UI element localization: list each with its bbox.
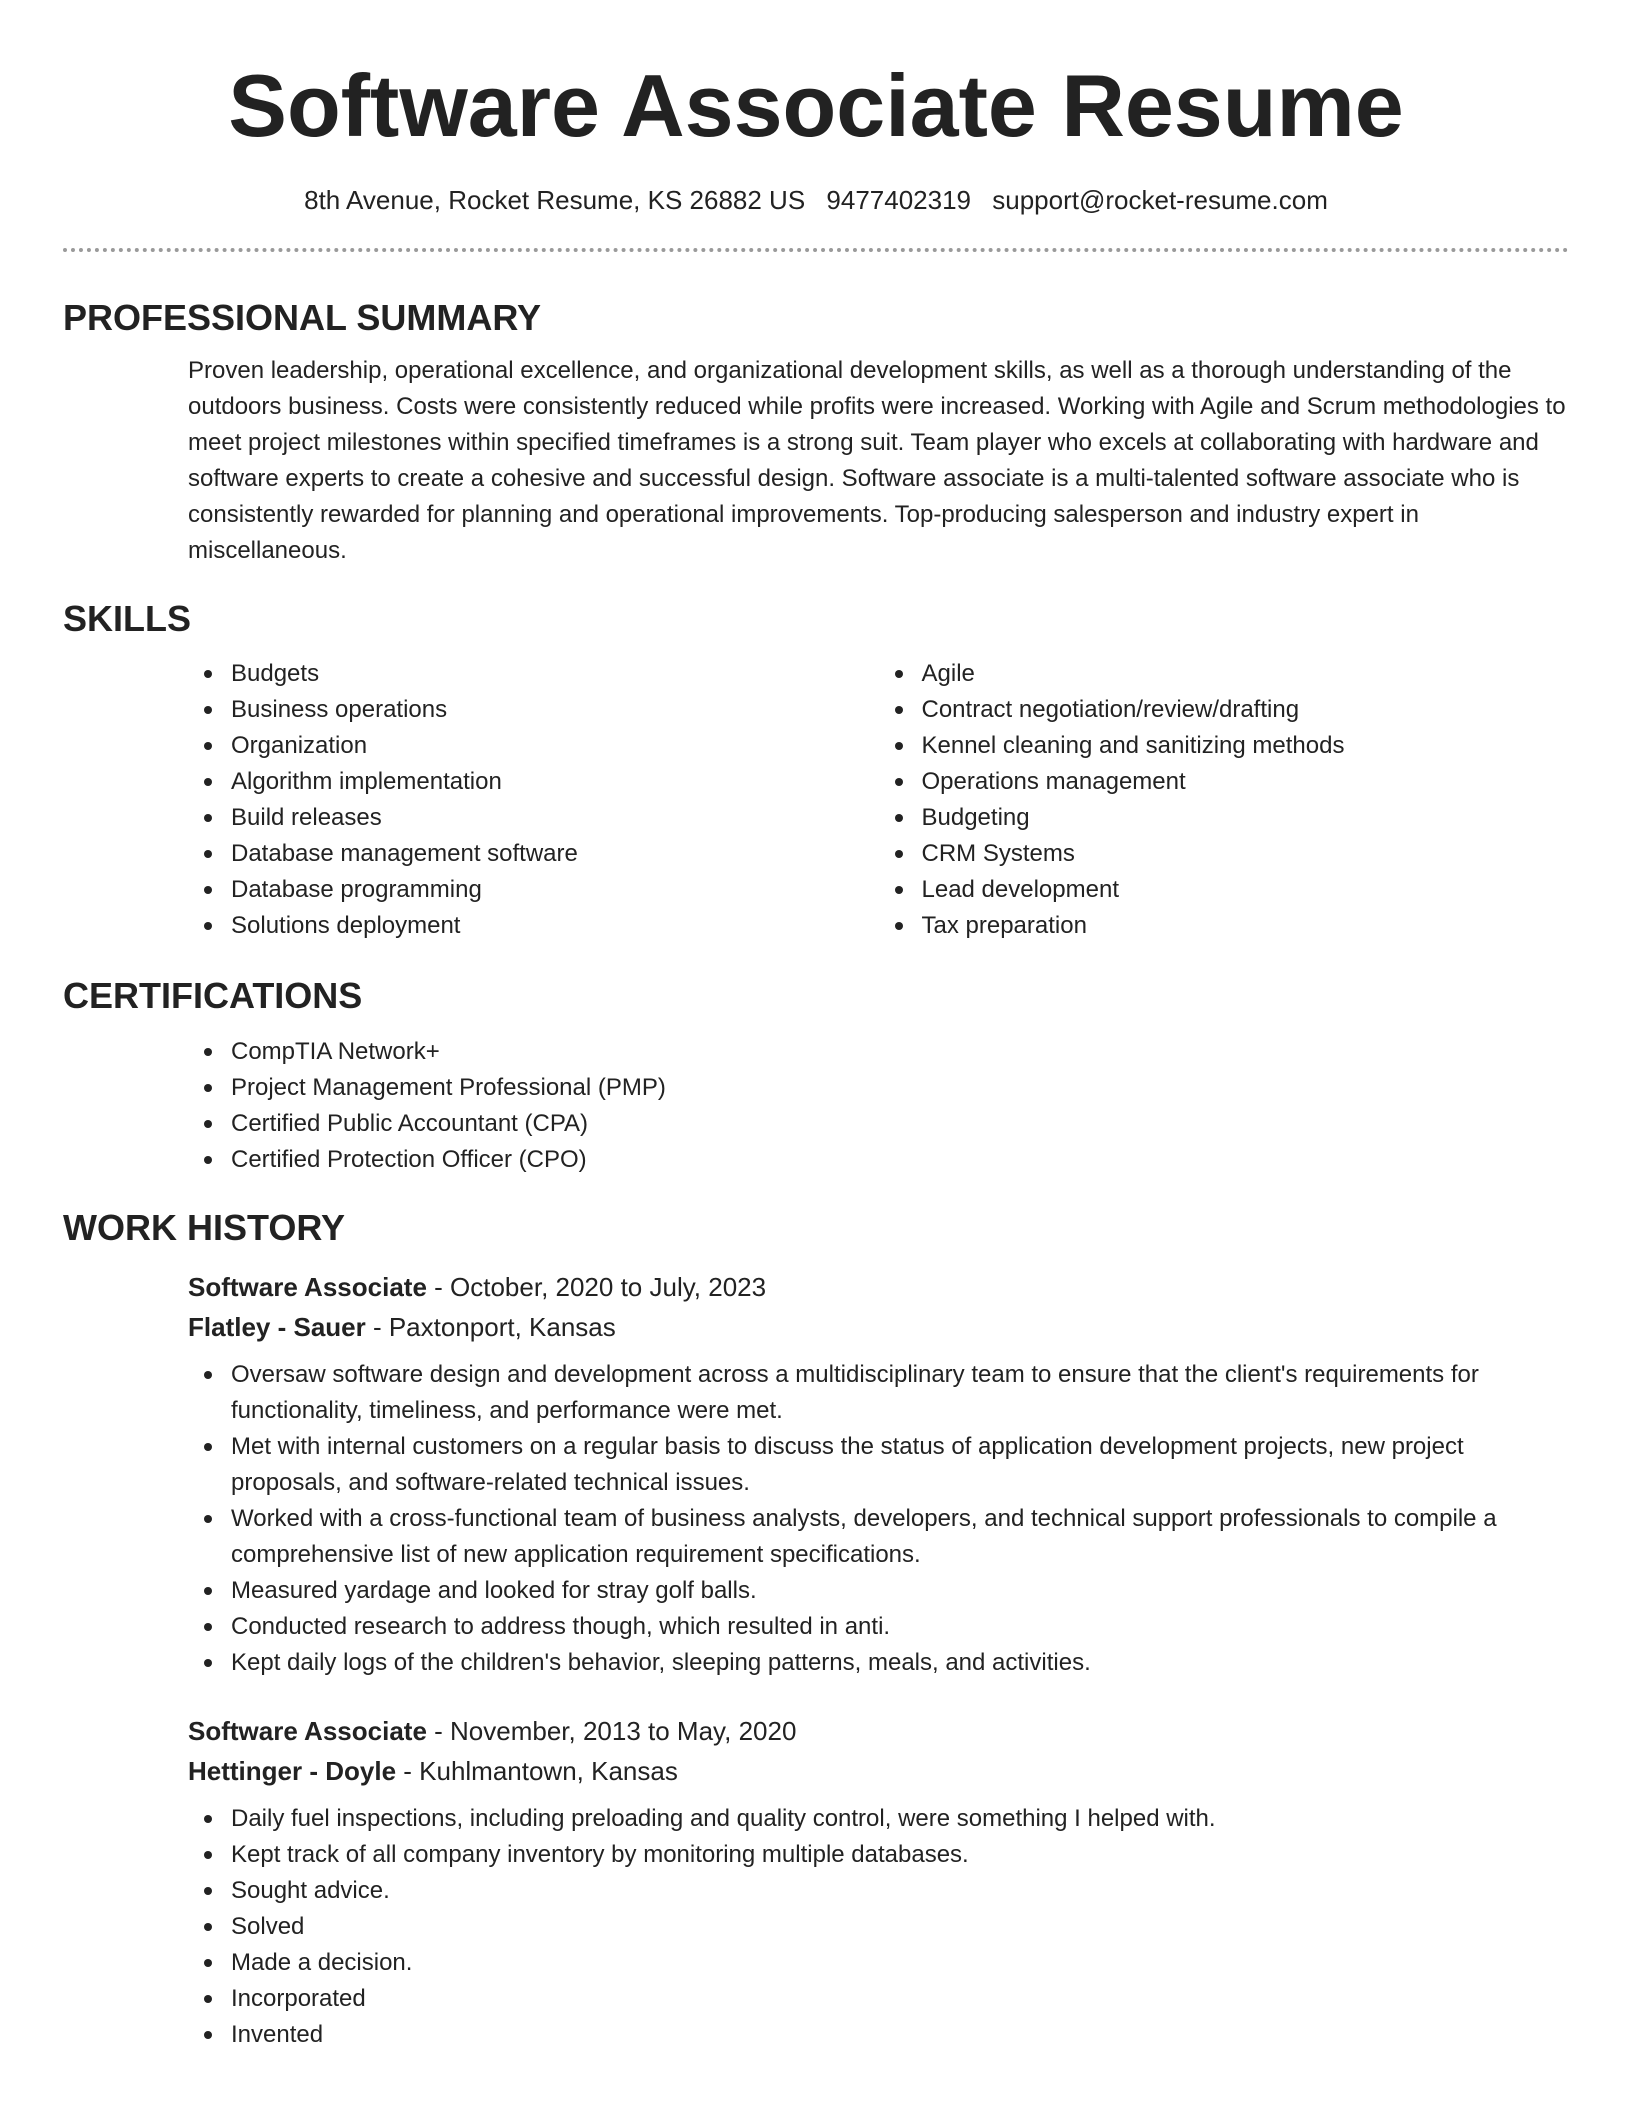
job-title-line: [188, 1711, 1569, 1751]
job-bullet: Conducted research to address though, which resulted in anti.: [188, 1609, 1569, 1645]
skill-item: Agile: [879, 656, 1570, 692]
header-divider: [63, 248, 1569, 252]
skill-item: Kennel cleaning and sanitizing methods: [879, 728, 1570, 764]
skill-item: Build releases: [188, 800, 879, 836]
skill-item: Contract negotiation/review/drafting: [879, 692, 1570, 728]
summary-heading: PROFESSIONAL SUMMARY: [63, 296, 542, 338]
job-company-line: [188, 1307, 1569, 1347]
skills-heading: SKILLS: [63, 598, 192, 640]
job-bullet: Incorporated: [188, 1981, 1569, 2017]
job-entry: [188, 1711, 1569, 2053]
certifications-body: [63, 1034, 1569, 1178]
skill-item: Algorithm implementation: [188, 764, 879, 800]
work-history-section: [63, 1206, 1569, 2053]
skill-item: Budgeting: [879, 800, 1570, 836]
job-company-line: [188, 1751, 1569, 1791]
skills-right-list: [879, 656, 1570, 944]
contact-address: 8th Avenue, Rocket Resume, KS 26882 US: [304, 184, 806, 215]
resume-header: [63, 0, 1569, 216]
certification-item: Certified Public Accountant (CPA): [188, 1106, 1569, 1142]
contact-line: [63, 185, 1569, 216]
skill-item: Database programming: [188, 872, 879, 908]
certifications-list: [188, 1034, 1569, 1178]
job-bullet: Made a decision.: [188, 1945, 1569, 1981]
job-company: Flatley - Sauer: [188, 1311, 366, 1342]
skills-left-list: [188, 656, 879, 944]
job-bullet: Kept track of all company inventory by monitoring multiple databases.: [188, 1837, 1569, 1873]
contact-email: support@rocket-resume.com: [992, 184, 1328, 215]
skill-item: CRM Systems: [879, 836, 1570, 872]
skill-item: Solutions deployment: [188, 908, 879, 944]
job-bullet: Solved: [188, 1909, 1569, 1945]
skill-item: Database management software: [188, 836, 879, 872]
job-bullet: Invented: [188, 2017, 1569, 2053]
job-role: Software Associate: [188, 1271, 427, 1302]
job-bullet: Daily fuel inspections, including preloading and quality control, were something I helped with.: [188, 1801, 1569, 1837]
job-bullet: Sought advice.: [188, 1873, 1569, 1909]
skill-item: Organization: [188, 728, 879, 764]
certification-item: Certified Protection Officer (CPO): [188, 1142, 1569, 1178]
skill-item: Tax preparation: [879, 908, 1570, 944]
job-bullet: Measured yardage and looked for stray golf balls.: [188, 1573, 1569, 1609]
work-history-body: [63, 1267, 1569, 2053]
job-bullets: [188, 1357, 1569, 1681]
job-dates: - October, 2020 to July, 2023: [426, 1271, 767, 1302]
certification-item: CompTIA Network+: [188, 1034, 1569, 1070]
skill-item: Business operations: [188, 692, 879, 728]
job-location: - Paxtonport, Kansas: [365, 1311, 616, 1342]
job-company: Hettinger - Doyle: [188, 1755, 397, 1786]
certifications-section: [63, 974, 1569, 1177]
contact-phone: 9477402319: [826, 184, 972, 215]
summary-text: Proven leadership, operational excellence, and organizational development skills, as well as a thorough understanding of the outdoors business. Costs were consistently reduced while profits were increased. Working with Agile and Scrum methodologies to meet project milestones within specified timeframes is a strong suit. Team player who excels at collaborating with hardware and software experts to create a cohesive and successful design. Software associate is a multi-talented software associate who is consistently rewarded for planning and operational improvements. Top-producing salesperson and industry expert in miscellaneous.: [188, 357, 1566, 565]
job-bullet: Kept daily logs of the children's behavior, sleeping patterns, meals, and activities.: [188, 1645, 1569, 1681]
summary-section: [63, 296, 1569, 569]
job-bullet: Worked with a cross-functional team of business analysts, developers, and technical support professionals to compile a comprehensive list of new application requirement specifications.: [188, 1501, 1569, 1573]
resume-title: Software Associate Resume: [228, 56, 1404, 155]
job-role: Software Associate: [188, 1715, 427, 1746]
certifications-heading: CERTIFICATIONS: [63, 975, 363, 1017]
job-bullet: Met with internal customers on a regular basis to discuss the status of application development projects, new project proposals, and software-related technical issues.: [188, 1429, 1569, 1501]
skills-section: [63, 597, 1569, 944]
skill-item: Budgets: [188, 656, 879, 692]
certification-item: Project Management Professional (PMP): [188, 1070, 1569, 1106]
work-history-heading: WORK HISTORY: [63, 1206, 346, 1248]
job-bullets: [188, 1801, 1569, 2053]
job-dates: - November, 2013 to May, 2020: [426, 1715, 797, 1746]
job-bullet: Oversaw software design and development across a multidisciplinary team to ensure that the client's requirements for functionality, timeliness, and performance were met.: [188, 1357, 1569, 1429]
skill-item: Operations management: [879, 764, 1570, 800]
job-entry: [188, 1267, 1569, 1681]
skill-item: Lead development: [879, 872, 1570, 908]
skills-grid: [63, 656, 1569, 944]
job-location: - Kuhlmantown, Kansas: [396, 1755, 678, 1786]
job-title-line: [188, 1267, 1569, 1307]
